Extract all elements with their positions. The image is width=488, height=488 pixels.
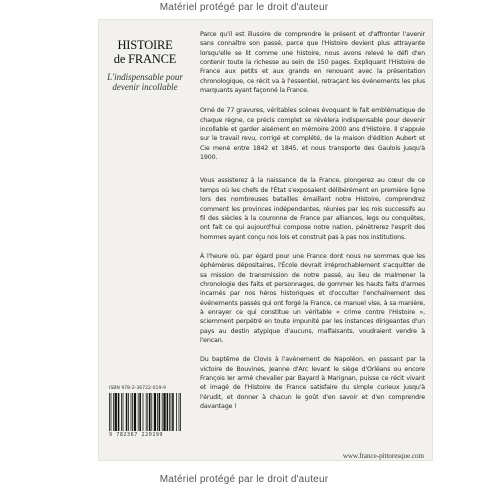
book-subtitle-line1: L'indispensable pour bbox=[107, 72, 183, 82]
barcode-icon bbox=[109, 393, 185, 431]
blurb-paragraph-1: Parce qu'il est illusoire de comprendre le présent et d'affronter l'avenir sans connaître son passé, parce que l'Histoire devient plus attrayante lorsqu'elle se lit comme une histoire, nous avons relevé le défi d'en contenir toute la richesse au sein de 150 pages. Expliquant l'Histoire de France aux petits et aux grands en renouant avec la présentation chronologique, ce récit va à l'essentiel, retraçant les événements les plus marquants ayant façonné la France. bbox=[200, 31, 425, 95]
blurb-paragraph-5: Du baptême de Clovis à l'avènement de Napoléon, en passant par la victoire de Bouvines, Jeanne d'Arc levant le siège d'Orléans ou encore François Ier armé chevalier par Bayard à Marignan, puisse ce récit vivant et imagé de l'Histoire de France satisfaire du simple curieux jusqu'à l'érudit, et donner à chacun le goût d'en savoir et d'en comprendre davantage ! bbox=[200, 356, 425, 411]
blurb-paragraph-3: Vous assisterez à la naissance de la France, plongerez au cœur de ce temps où les chefs de l'État s'exposaient délibérément en première ligne lors des nombreuses batailles émaillant notre Histoire, comprendrez comment les provinces indépendantes, réunies par les rois successifs au fil des siècles à la couronne de France par alliances, legs ou conquêtes, ont fait ce qui aujourd'hui compose notre nation, pénètrerez l'esprit des hommes ayant conçu nos lois et construit pas à pas nos institutions. bbox=[200, 177, 425, 241]
isbn-label: ISBN 978-2-36722-019-9 bbox=[109, 386, 166, 391]
isbn-block bbox=[109, 386, 185, 438]
publisher-website: www.france-pittoresque.com bbox=[342, 452, 424, 460]
copyright-watermark-bottom: Matériel protégé par le droit d'auteur bbox=[159, 474, 329, 485]
barcode-digits: 9 782367 220199 bbox=[109, 432, 164, 438]
title-block bbox=[104, 38, 186, 92]
blurb-text bbox=[200, 30, 425, 419]
copyright-watermark-top: Matériel protégé par le droit d'auteur bbox=[159, 2, 329, 13]
blurb-paragraph-2: Orné de 77 gravures, véritables scènes évoquant le fait emblématique de chaque règne, ce précis complet se révèlera indispensable pour devenir incollable et garder aisément en mémoire 2000 ans d'Histoire. Il s'appuie sur le travail revu, corrigé et complété, de la maison d'édition Aubert et Cie mené entre 1842 et 1845, et nous transporte des Gaulois jusqu'à 1900. bbox=[200, 107, 425, 162]
book-title-line2: de FRANCE bbox=[113, 52, 177, 66]
book-title bbox=[104, 38, 186, 66]
book-subtitle bbox=[104, 72, 186, 92]
book-title-line1: HISTOIRE bbox=[117, 38, 173, 52]
blurb-paragraph-4: À l'heure où, par égard pour une France dont nous ne sommes que les éphémères dépositaires, l'École devrait irréprochablement s'acquitter de sa mission de transmission de notre passé, au lieu de malmener la chronologie des faits et personnages, de gommer les hauts faits d'armes incarnés par nos héros historiques et d'occulter l'enchaînement des événements passés qui ont forgé la France, ce manuel vise, à sa manière, à enrayer ce qui constitue un véritable « crime contre l'Histoire », sciemment perpétré en toute impunité par les instances dirigeantes d'un pays au destin atypique d'aucuns, malfaisants, voudraient vendre à l'encan. bbox=[200, 252, 425, 344]
book-subtitle-line2: devenir incollable bbox=[112, 82, 178, 92]
book-back-cover bbox=[99, 20, 432, 460]
